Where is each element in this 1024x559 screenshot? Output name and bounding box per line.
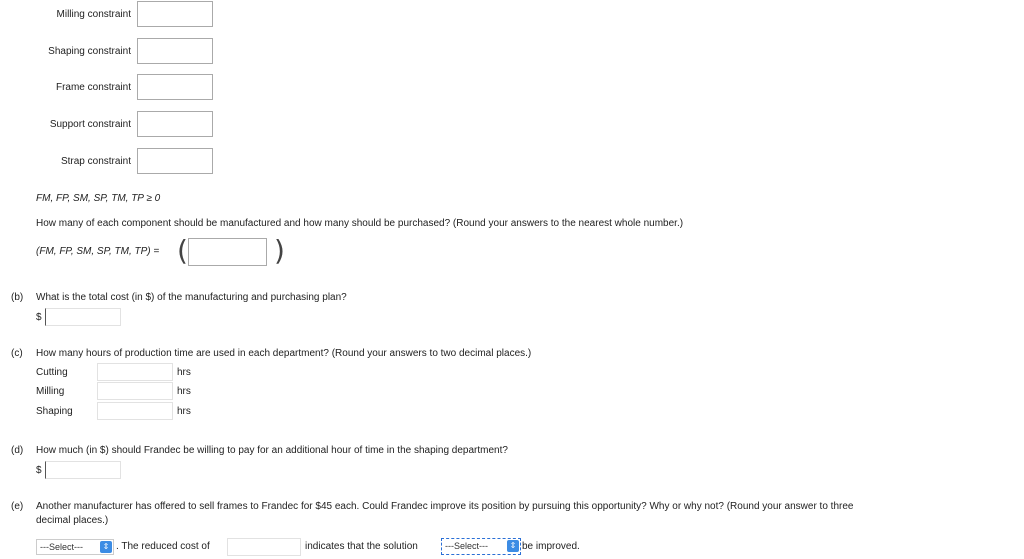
shaping-unit: hrs — [177, 406, 191, 417]
chevron-updown-icon: ⇕ — [507, 540, 519, 552]
question-main: How many of each component should be manufactured and how many should be purchased? (Round your answers to the nearest whole number.) — [36, 218, 684, 229]
chevron-updown-icon: ⇕ — [100, 541, 112, 553]
left-paren: ( — [177, 234, 188, 267]
part-d-currency: $ — [36, 465, 42, 476]
milling-constraint-input[interactable] — [137, 1, 213, 27]
shaping-constraint-input[interactable] — [137, 38, 213, 64]
improve-select-2[interactable] — [441, 538, 521, 555]
part-e-tag: (e) — [11, 501, 24, 512]
strap-constraint-label: Strap constraint — [60, 156, 131, 167]
shaping-label: Shaping — [36, 406, 73, 417]
cutting-unit: hrs — [177, 367, 191, 378]
part-e-text2: indicates that the solution — [305, 541, 418, 552]
shaping-hour-value-input[interactable] — [45, 461, 121, 479]
total-cost-input[interactable] — [45, 308, 121, 326]
milling-label: Milling — [36, 386, 65, 397]
part-b-tag: (b) — [11, 292, 24, 303]
support-constraint-input[interactable] — [137, 111, 213, 137]
milling-constraint-label: Milling constraint — [56, 9, 131, 20]
tuple-answer-input[interactable] — [188, 238, 267, 266]
part-d-tag: (d) — [11, 445, 24, 456]
shaping-constraint-label: Shaping constraint — [48, 46, 131, 57]
frame-constraint-input[interactable] — [137, 74, 213, 100]
part-e-question-line2: decimal places.) — [36, 515, 109, 526]
improve-select-2-value: ---Select--- — [445, 541, 488, 551]
strap-constraint-input[interactable] — [137, 148, 213, 174]
reduced-cost-input[interactable] — [227, 538, 301, 556]
part-d-question: How much (in $) should Frandec be willing to pay for an additional hour of time in the shaping department? — [36, 445, 508, 456]
part-b-question: What is the total cost (in $) of the manufacturing and purchasing plan? — [36, 292, 347, 303]
part-c-tag: (c) — [11, 348, 23, 359]
right-paren: ) — [274, 234, 285, 267]
cutting-label: Cutting — [36, 367, 68, 378]
improve-select-1[interactable] — [36, 539, 114, 555]
part-e-text1: . The reduced cost of — [116, 541, 210, 552]
support-constraint-label: Support constraint — [49, 119, 131, 130]
frame-constraint-label: Frame constraint — [55, 82, 131, 93]
milling-unit: hrs — [177, 386, 191, 397]
nonnegativity-constraint: FM, FP, SM, SP, TM, TP ≥ 0 — [36, 193, 161, 204]
part-e-text3: be improved. — [522, 541, 580, 552]
tuple-label: (FM, FP, SM, SP, TM, TP) = — [36, 246, 160, 257]
part-e-question-line1: Another manufacturer has offered to sell frames to Frandec for $45 each. Could Frandec improve its position by pursuing this opportunity? Why or why not? (Round your answer to three — [36, 501, 854, 512]
part-c-question: How many hours of production time are used in each department? (Round your answers to two decimal places.) — [36, 348, 532, 359]
cutting-hours-input[interactable] — [97, 363, 173, 381]
improve-select-1-value: ---Select--- — [40, 542, 83, 552]
part-b-currency: $ — [36, 312, 42, 323]
milling-hours-input[interactable] — [97, 382, 173, 400]
shaping-hours-input[interactable] — [97, 402, 173, 420]
